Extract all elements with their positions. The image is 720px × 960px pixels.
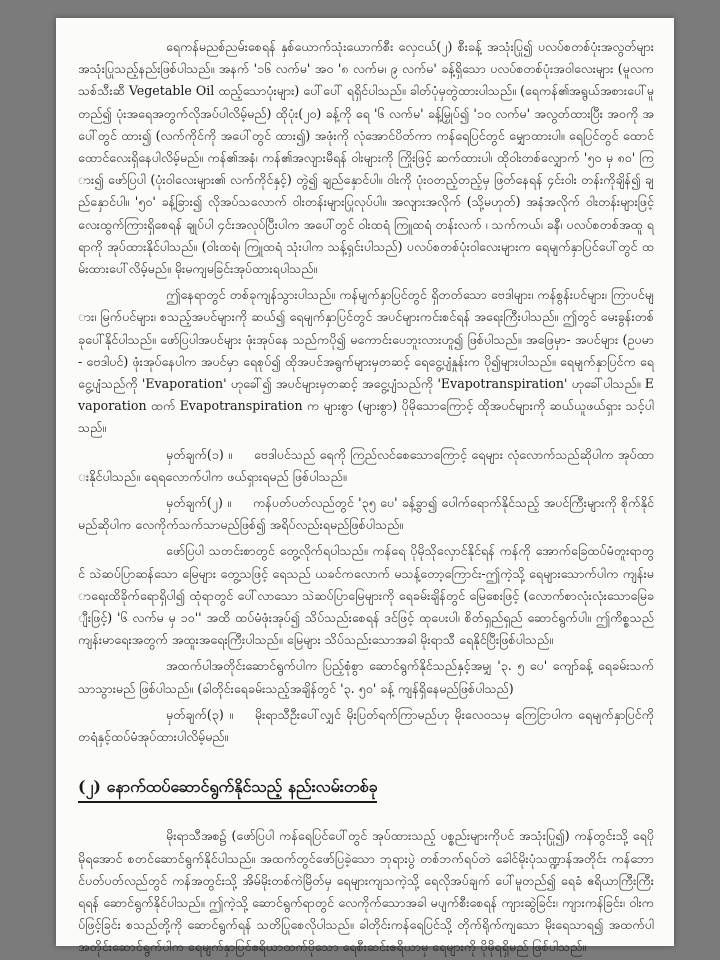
- paragraph-pond-floor: ဖော်ပြပါ သတင်းစာတွင် တွေ့လိုက်ရပါသည်။ ကန်ရေ ပိုမိုသိုလှောင်နိုင်ရန် ကန်ကို အောက်ခြေထပ်မံတူးရာတွင် သဲဆပ်ပြာဆန်သော မြေများ တွေ့သဖြင့် ရေသည် ယခင်ကလောက် မသန့်တော့ကြောင်း-ဤကဲ့သို့ ရေများသောက်ပါက ကျန်းမာရေးထိခိုက်ရောရှိပါ၍ ထုံရာတွင် ပေါ်လာသော သဲဆပ်ပြာမြေများကို ရေခမ်းချိန်တွင် မြေစေးဖြင့် (လောက်စာလုံးလုံးသောမြေချီးဖြင့်) '၆ လက်မ မှ ၁၀'' အထိ ထပ်မံဖုံးအုပ်၍ သိပ်သည်းစေရန် ဒင်ဖြင့် ထုပေးပါ၊ စိတ်ရှည်ရှည် ဆောင်ရွက်ပါ။ ဤကိစ္စသည် ကျန်းမာရေးအတွက် အထူးအရေးကြီးပါသည်။ မြေများ သိပ်သည်းသောအခါ မိုးရာသီ ရေနိုင်ပြီးဖြစ်ပါသည်။: [78, 543, 654, 648]
- paragraph-remove-plants: ဤနေရာတွင် တစ်ခုကျန်သွားပါသည်။ ကန်မျက်နှာပြင်တွင် ရှိတတ်သော ဗေဒါများ၊ ကန်စွန်းပင်များ၊ ကြာပင်များ၊ မြက်ပင်များ၊ စသည့်အပင်များကို ဆယ်၍ ရေမျက်နှာပြင်တွင် အပင်များကင်းစင်ရန် အရေးကြီးပါသည်။ ဤတွင် မေးခွန်းတစ်ခုပေါ်နိုင်ပါသည်။ ဖော်ပြပါအပင်များ ဖုံးအုပ်နေ သည်ကပို၍ မကောင်းပေဘူးလားဟူ၍ ဖြစ်ပါသည်။ အဖြေမှာ- အပင်များ (ဥပမာ- ဗေဒါပင်) ဖုံးအုပ်နေပါက အပင်မှာ ရေစုပ်၍ ထိုအပင်အရွက်များမှတဆင့် ရေငွေ့ပျံနှုန်းက ပို၍များပါသည်။ ရေမျက်နှာပြင်က ရေငွေ့ပျံသည်ကို 'Evaporation' ဟုခေါ်၍ အပင်များမှတဆင့် အငွေ့ပျံသည်ကို 'Evapotranspiration' ဟုခေါ်ပါသည်။ Evaporation ထက် Evapotranspiration က များစွာ (များစွာ) ပိုမိုသောကြောင့် ထိုအပင်များကို ဆယ်ယူဖယ်ရှား သင့်ပါသည်။: [78, 287, 654, 436]
- note-3: [78, 704, 654, 748]
- paragraph-rainwater-collection: မိုးရာသီအစ၌ (ဖော်ပြပါ ကန်ရေပြင်ပေါ်တွင် အုပ်ထားသည့် ပစ္စည်းများကိုပင် အသုံးပြု၍) ကန်တွင်းသို့ ရေပိုမိုရအောင် စတင်ဆောင်ရွက်နိုင်ပါသည်။ အထက်တွင်ဖော်ပြခဲ့သော ဘုရားပွဲ တစ်ဘက်ရပ်တဲ ခေါင်မိုးပုံသဏ္ဍာန်အတိုင်း ကန်ဘောင်ပတ်ပတ်လည်တွင် ကန်အတွင်းသို့ အိမ်မိုးတစ်ကဲမြိတ်မှ ရေများကျသကဲ့သို့ ရေလိုအပ်ချက် ပေါ်မူတည်၍ ရေခံ ဧရိယာကြီးကြီးရရန် ဆောင်ရွက်နိုင်ပါသည်။ ဤကဲ့သို့ ဆောင်ရွက်ရာတွင် လေကိုက်သောအခါ မပျက်စီးစေရန် ကျားဆွဲခြင်း၊ ကျားကန်ခြင်း၊ ဝါးကပ်ဖြင့်ခြင်း စသည်တို့ကို ဆောင်ရွက်ရန် သတိပြုစေလိုပါသည်။ ခါတိုင်းကန်ရေပြင်သို့ တိုက်ရိုက်ကျသော မိုးရေသာရ၍ အထက်ပါအတိုင်းဆောင်ရွက်ပါက ရေမျက်နှာပြင်ဧရိယာထက်ပိုသော ရေစီးဆင်းဧရိယာမှ ရေများကို ပိုမိုရရှိမည် ဖြစ်ပါသည်။: [78, 828, 654, 955]
- note-2: [78, 492, 654, 536]
- note-2-text: ကန်ပတ်ပတ်လည်တွင် '၃၅ ပေ' ခန့်ခွာ၍ ပေါက်ရောက်နိုင်သည့် အပင်ကြီးများကို စိုက်နိုင်မည်ဆိုပါက လေကိုက်သက်သာမည်ဖြစ်၍ အရိပ်လည်းရမည်ဖြစ်ပါသည်။: [78, 495, 654, 533]
- paragraph-result: အထက်ပါအတိုင်းဆောင်ရွက်ပါက ပြည့်စုံစွာ ဆောင်ရွက်နိုင်သည်နှင့်အမျှ '၃. ၅ ပေ' ကျော်ခန့် ရေခမ်းသက်သာသွားမည် ဖြစ်ပါသည်။ (ခါတိုင်းရေခမ်းသည့်အချိန်တွင် '၃. ၅၀' ခန့် ကျန်ရှိနေမည်ဖြစ်ပါသည်): [78, 658, 654, 696]
- document-page: [56, 18, 674, 955]
- note-3-text: မိုးရာသီဦးပေါ်လျှင် မိုးပြတ်ရက်ကြာမည်ဟု မိုးလေဝသမှ ကြေငြာပါက ရေမျက်နှာပြင်ကို တရံနှင့်ထပ်မံအုပ်ထားပါလိမ့်မည်။: [78, 706, 654, 745]
- note-2-label: မှတ်ချက်(၂) ။: [166, 495, 231, 511]
- note-1-text: ဗေဒါပင်သည် ရေကို ကြည်လင်စေသောကြောင့် ရေများ လုံလောက်သည်ဆိုပါက အုပ်ထားနိုင်ပါသည်။ ရေရလောက်ပါက ဖယ်ရှားရမည် ဖြစ်ပါသည်။: [78, 446, 654, 484]
- note-1-label: မှတ်ချက်(၁) ။: [166, 446, 232, 462]
- paragraph-floating-containers: ရေကန်မညစ်ညမ်းစေရန် နှစ်ယောက်သုံးယောက်စီး လှေငယ်(၂) စီးခန့် အသုံးပြု၍ ပလပ်စတစ်ပုံးအလွတ်များ အသုံးပြုသည့်နည်းဖြစ်ပါသည်။ အနက် '၁၆ လက်မ' အဝ '၈ လက်မ၊ ၉ လက်မ' ခန့်ရှိသော ပလပ်စတစ်ပုံးအဝါလေးများ (မူလက သစ်သီးဆီ Vegetable Oil ထည့်သောပုံးများ) ပေါ်ပေါ် ရရှိင်ပါသည်။ ခါတ်ပုံမှတွဲထားပါသည်။ (ရေကန်၏အရွယ်အစားပေါ်မူတည်၍ ပုံးအရေအတွက်လိုအပ်ပါလိမ့်မည်) ထိုပုံး(၂၀) ခန့်ကို ရေ '၆ လက်မ' ခန့်မြှုပ်၍ '၁၀ လက်မ' အလွတ်ထားပြီး အဝကို အပေါ်တွင် ထား၍ (လက်ကိုင်ကို အပေါ်တွင် ထား၍) အဖုံးကို လုံအောင်ပိတ်ကာ ကန်ရေပြင်တွင် မျှောထားပါ။ ရေပြင်တွင် ထောင်ထောင်လေးရှိနေပါလိမ့်မည်။ ကန်၏အနံ၊ ကန်၏အလျားမီရန် ဝါးများကို ကြိုးဖြင့် ဆက်ထားပါ၊ ထိုဝါးတစ်လျှောက် '၅၀ မှ ၈၀' ကြား၍ ဖော်ပြပါ (ပုံးဝါလေးများ၏ လက်ကိုင်နှင့်) တွဲ၍ ချည်နှောင်ပါ။ ဝါးကို ပုံးဝတည့်တည့်မှ ဖြတ်နေရန် ၄င်းဝါး တန်းကိုချိန်၍ ချည်နှောင်ပါ။ '၅၀' ခန့်ခြား၍ လိုအပ်သလောက် ဝါးတန်းများပြုလုပ်ပါ။ အလျားအလိုက် (သို့မဟုတ်) အနံအလိုက် ဝါးတန်းများဖြင့် လေးထွက်ကြားရှိစေရန် ချုပ်ပါ ၄င်းအလုပ်ပြီးပါက အပေါ်တွင် ဝါးထရံ ကြူထရံ တန်းလက် ၊ သက်ကယ်၊ ခနီ၊ ပလပ်စတစ်အထူ ရရာကို အုပ်ထားနိုင်ပါသည်။ (ဝါးထရံ၊ ကြူထရံ သုံးပါက သန့်ရှင်းပါသည်) ပလပ်စတစ်ပုံးဝါလေးများက ရေမျက်နှာပြင်ပေါ်တွင် ထမ်းထားပေါ်လိမ့်မည်။ မိုးမကျမခြင်းအုပ်ထားရပါသည်။: [78, 39, 654, 277]
- section-heading-wrapper: [78, 752, 654, 825]
- note-3-label: မှတ်ချက်(၃) ။: [166, 706, 233, 722]
- section-heading: (၂) နောက်ထပ်ဆောင်ရွက်နိုင်သည့် နည်းလမ်းတစ်ခု: [78, 774, 377, 803]
- note-1: [78, 444, 654, 488]
